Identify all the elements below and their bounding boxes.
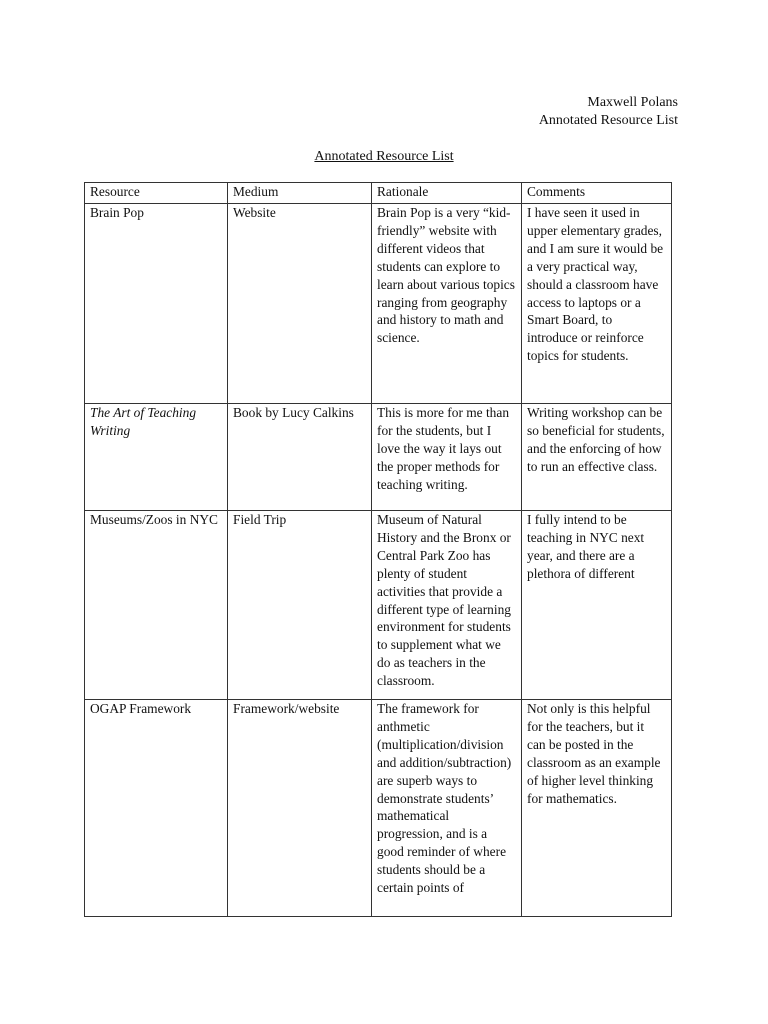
column-header-resource: Resource <box>85 183 228 204</box>
table-header-row <box>85 183 672 204</box>
rationale-cell <box>372 700 522 917</box>
rationale-text: This is more for me than for the students, but I love the way it lays out the proper methods for teaching writing. <box>377 405 510 492</box>
table-row <box>85 404 672 511</box>
rationale-cell <box>372 404 522 511</box>
resource-cell: Museums/Zoos in NYC <box>85 511 228 700</box>
medium-cell: Framework/website <box>228 700 372 917</box>
resource-cell: OGAP Framework <box>85 700 228 917</box>
resource-cell: Brain Pop <box>85 204 228 404</box>
medium-cell: Field Trip <box>228 511 372 700</box>
table-row <box>85 700 672 917</box>
column-header-comments: Comments <box>522 183 672 204</box>
document-subtitle: Annotated Resource List <box>538 113 678 128</box>
column-header-rationale: Rationale <box>372 183 522 204</box>
comments-cell: I have seen it used in upper elementary grades, and I am sure it would be a very practical way, should a classroom have access to laptops or a Smart Board, to introduce or reinforce topics for students. <box>522 204 672 404</box>
document-header <box>539 94 678 130</box>
document-title-text: Annotated Resource List <box>314 149 454 164</box>
resource-table <box>84 182 672 917</box>
column-header-medium: Medium <box>228 183 372 204</box>
author-name: Maxwell Polans <box>587 95 678 110</box>
rationale-cell: Museum of Natural History and the Bronx or Central Park Zoo has plenty of student activities that provide a different type of learning environment for students to supplement what we do as teachers in the classroom. <box>372 511 522 700</box>
rationale-text: The framework for anthmetic (multiplication/division and addition/subtraction) are superb ways to demonstrate students’ mathematical progression, and is a good reminder of where students should be a certain points of <box>377 701 512 896</box>
comments-cell: I fully intend to be teaching in NYC next year, and there are a plethora of different <box>522 511 672 700</box>
comments-cell <box>522 404 672 511</box>
comments-text: Writing workshop can be so beneficial for students, and the enforcing of how to run an effective class. <box>527 405 665 474</box>
rationale-cell: Brain Pop is a very “kid-friendly” website with different videos that students can explore to learn about various topics ranging from geography and history to math and science. <box>372 204 522 404</box>
medium-cell: Book by Lucy Calkins <box>228 404 372 511</box>
document-title <box>0 148 768 166</box>
comments-cell: Not only is this helpful for the teachers, but it can be posted in the classroom as an example of higher level thinking for mathematics. <box>522 700 672 917</box>
medium-cell: Website <box>228 204 372 404</box>
table-row <box>85 511 672 700</box>
table-row <box>85 204 672 404</box>
resource-cell: The Art of Teaching Writing <box>85 404 228 511</box>
